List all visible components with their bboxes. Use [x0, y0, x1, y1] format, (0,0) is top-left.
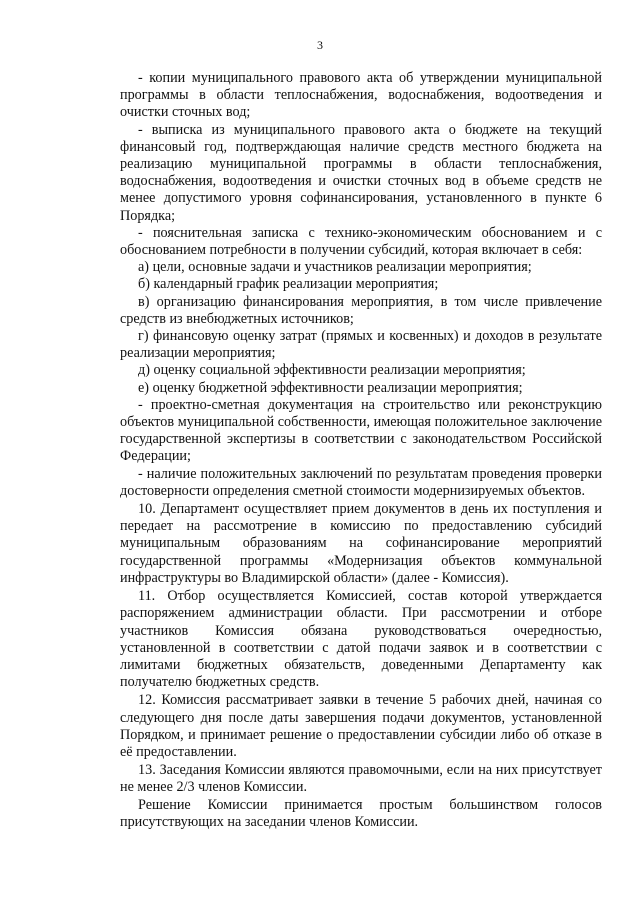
item-c-financing: в) организацию финансирования мероприятия, в том числе привлечение средств из внебюджетных источников;: [120, 293, 602, 327]
clause-13: 13. Заседания Комиссии являются правомочными, если на них присутствует не менее 2/3 членов Комиссии.: [120, 762, 602, 796]
clause-12: 12. Комиссия рассматривает заявки в течение 5 рабочих дней, начиная со следующего дня после даты завершения подачи документов, установленной Порядком, и принимает решение о предоставлении субсидии либо об отказе в её предоставлении.: [120, 692, 602, 760]
paragraph-design-documentation: - проектно-сметная документация на строительство или реконструкцию объектов муниципальной собственности, имеющая положительное заключение государственной экспертизы в соответствии с законодательством Российской Федерации;: [120, 396, 602, 465]
paragraph-positive-conclusions: - наличие положительных заключений по результатам проведения проверки достоверности определения сметной стоимости модернизируемых объектов.: [120, 465, 602, 499]
item-e-social-efficiency: д) оценку социальной эффективности реализации мероприятия;: [138, 362, 526, 379]
clause-11: 11. Отбор осуществляется Комиссией, состав которой утверждается распоряжением администрации области. При рассмотрении и отборе участников Комиссия обязана руководствоваться очередностью, установленной в соответствии с датой подачи заявок и в соответствии с лимитами бюджетных обязательств, доведенными Департаменту как получателю бюджетных средств.: [120, 588, 602, 691]
item-a-goals: а) цели, основные задачи и участников реализации мероприятия;: [138, 259, 532, 276]
clause-10: 10. Департамент осуществляет прием документов в день их поступления и передает на рассмотрение в комиссию по предоставлению субсидий муниципальным образованиям на софинансирование мероприятий государственной программы «Модернизация объектов коммунальной инфраструктуры во Владимирской области» (далее - Комиссия).: [120, 501, 602, 586]
item-d-cost-assessment: г) финансовую оценку затрат (прямых и косвенных) и доходов в результате реализации мероприятия;: [120, 328, 602, 362]
paragraph-explanatory-note: - пояснительная записка с технико-экономическим обоснованием и с обоснованием потребности в получении субсидий, которая включает в себя:: [120, 224, 602, 259]
paragraph-budget-extract: - выписка из муниципального правового акта о бюджете на текущий финансовый год, подтверждающая наличие средств местного бюджета на реализацию муниципальной программы в области теплоснабжения, водоснабжения, водоотведения и очистки сточных вод в объеме средств не менее допустимого уровня софинансирования, установленного в пункте 6 Порядка;: [120, 121, 602, 224]
item-b-schedule: б) календарный график реализации мероприятия;: [138, 276, 439, 293]
item-f-budget-efficiency: е) оценку бюджетной эффективности реализации мероприятия;: [138, 379, 523, 396]
page-number: 3: [317, 38, 323, 52]
paragraph-decision-majority: Решение Комиссии принимается простым большинством голосов присутствующих на заседании членов Комиссии.: [120, 796, 602, 830]
paragraph-municipal-program-copies: - копии муниципального правового акта об утверждении муниципальной программы в области теплоснабжения, водоснабжения, водоотведения и очистки сточных вод;: [120, 70, 602, 121]
document-body: [120, 70, 602, 831]
